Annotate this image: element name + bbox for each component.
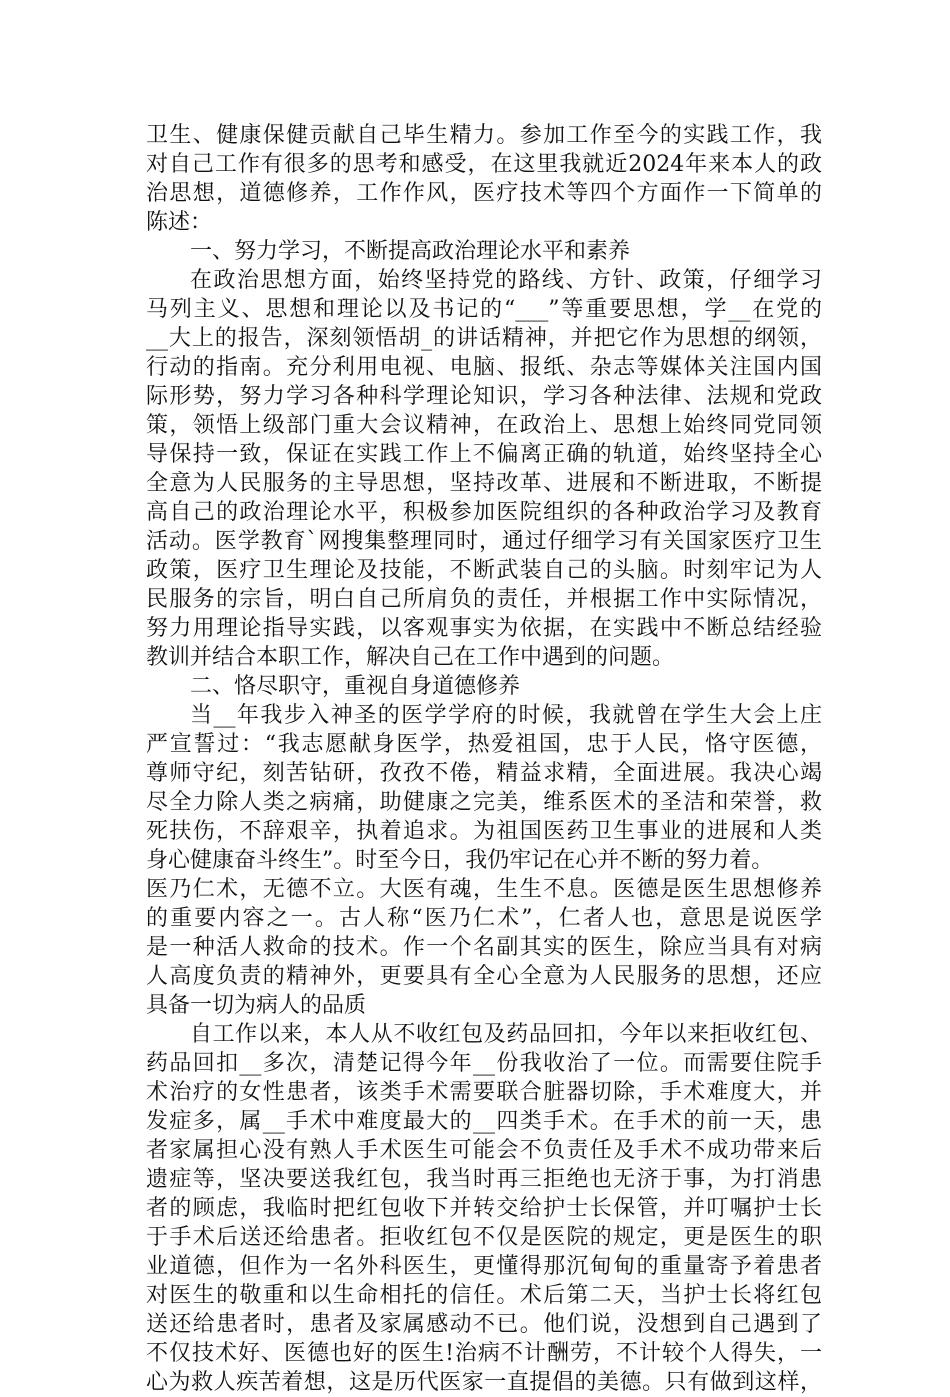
text-line: 送还给患者时，患者及家属感动不已。他们说，没想到自己遇到了 (146, 1312, 822, 1337)
text-line: 不仅技术好、医德也好的医生!治病不计酬劳，不计较个人得失，一 (146, 1341, 822, 1366)
text-line: 活动。医学教育`网搜集整理同时，通过仔细学习有关国家医疗卫生 (146, 529, 822, 554)
text-line: 发症多，属__手术中难度最大的__四类手术。在手术的前一天，患 (146, 1109, 822, 1134)
text-line: 于手术后送还给患者。拒收红包不仅是医院的规定，更是医生的职 (146, 1225, 822, 1250)
text-line: 的重要内容之一。古人称“医乃仁术”，仁者人也，意思是说医学 (146, 906, 822, 931)
text-line: 心为救人疾苦着想，这是历代医家一直提倡的美德。只有做到这样， (146, 1370, 822, 1395)
text-line: 药品回扣__多次，清楚记得今年__份我收治了一位。而需要住院手 (146, 1051, 822, 1076)
text-line: 导保持一致，保证在实践工作上不偏离正确的轨道，始终坚持全心 (146, 442, 822, 467)
text-line: 自工作以来，本人从不收红包及药品回扣，今年以来拒收红包、 (190, 1022, 822, 1047)
text-line: 遗症等，坚决要送我红包，我当时再三拒绝也无济于事，为打消患 (146, 1167, 822, 1192)
text-line: 当__年我步入神圣的医学学府的时候，我就曾在学生大会上庄 (190, 703, 822, 728)
text-line: 一、努力学习，不断提高政治理论水平和素养 (190, 239, 631, 264)
text-line: 对自己工作有很多的思考和感受，在这里我就近2024年来本人的政 (146, 152, 822, 177)
text-line: 对医生的敬重和以生命相托的信任。术后第二天，当护士长将红包 (146, 1283, 822, 1308)
text-line: __大上的报告，深刻领悟胡_的讲话精神，并把它作为思想的纲领， (146, 326, 822, 351)
text-line: 者的顾虑，我临时把红包收下并转交给护士长保管，并叮嘱护士长 (146, 1196, 822, 1221)
text-line: 高自己的政治理论水平，积极参加医院组织的各种政治学习及教育 (146, 500, 822, 525)
text-line: 马列主义、思想和理论以及书记的“___”等重要思想，学__在党的 (146, 297, 822, 322)
text-line: 具备一切为病人的品质 (146, 993, 367, 1018)
text-line: 全意为人民服务的主导思想，坚持改革、进展和不断进取，不断提 (146, 471, 822, 496)
text-line: 死扶伤，不辞艰辛，执着追求。为祖国医药卫生事业的进展和人类 (146, 819, 822, 844)
text-line: 努力用理论指导实践，以客观事实为依据，在实践中不断总结经验 (146, 616, 822, 641)
text-line: 尽全力除人类之病痛，助健康之完美，维系医术的圣洁和荣誉，救 (146, 790, 822, 815)
text-line: 卫生、健康保健贡献自己毕生精力。参加工作至今的实践工作，我 (146, 123, 822, 148)
text-line: 身心健康奋斗终生”。时至今日，我仍牢记在心并不断的努力着。 (146, 848, 774, 873)
text-line: 治思想，道德修养，工作作风，医疗技术等四个方面作一下简单的 (146, 181, 822, 206)
text-line: 在政治思想方面，始终坚持党的路线、方针、政策，仔细学习 (190, 268, 822, 293)
text-line: 政策，医疗卫生理论及技能，不断武装自己的头脑。时刻牢记为人 (146, 558, 822, 583)
text-line: 严宣誓过：“我志愿献身医学，热爱祖国，忠于人民，恪守医德， (146, 732, 822, 757)
text-line: 人高度负责的精神外，更要具有全心全意为人民服务的思想，还应 (146, 964, 822, 989)
text-line: 二、恪尽职守，重视自身道德修养 (190, 674, 521, 699)
text-line: 医乃仁术，无德不立。大医有魂，生生不息。医德是医生思想修养 (146, 877, 822, 902)
text-line: 术治疗的女性患者，该类手术需要联合脏器切除，手术难度大，并 (146, 1080, 822, 1105)
text-line: 教训并结合本职工作，解决自己在工作中遇到的问题。 (146, 645, 675, 670)
text-line: 尊师守纪，刻苦钻研，孜孜不倦，精益求精，全面进展。我决心竭 (146, 761, 822, 786)
text-line: 行动的指南。充分利用电视、电脑、报纸、杂志等媒体关注国内国 (146, 355, 822, 380)
text-line: 际形势，努力学习各种科学理论知识，学习各种法律、法规和党政 (146, 384, 822, 409)
text-line: 者家属担心没有熟人手术医生可能会不负责任及手术不成功带来后 (146, 1138, 822, 1163)
text-line: 是一种活人救命的技术。作一个名副其实的医生，除应当具有对病 (146, 935, 822, 960)
text-line: 策，领悟上级部门重大会议精神，在政治上、思想上始终同党同领 (146, 413, 822, 438)
text-line: 陈述： (146, 210, 213, 235)
text-line: 业道德，但作为一名外科医生，更懂得那沉甸甸的重量寄予着患者 (146, 1254, 822, 1279)
document-page (146, 121, 822, 1397)
text-line: 民服务的宗旨，明白自己所肩负的责任，并根据工作中实际情况， (146, 587, 822, 612)
